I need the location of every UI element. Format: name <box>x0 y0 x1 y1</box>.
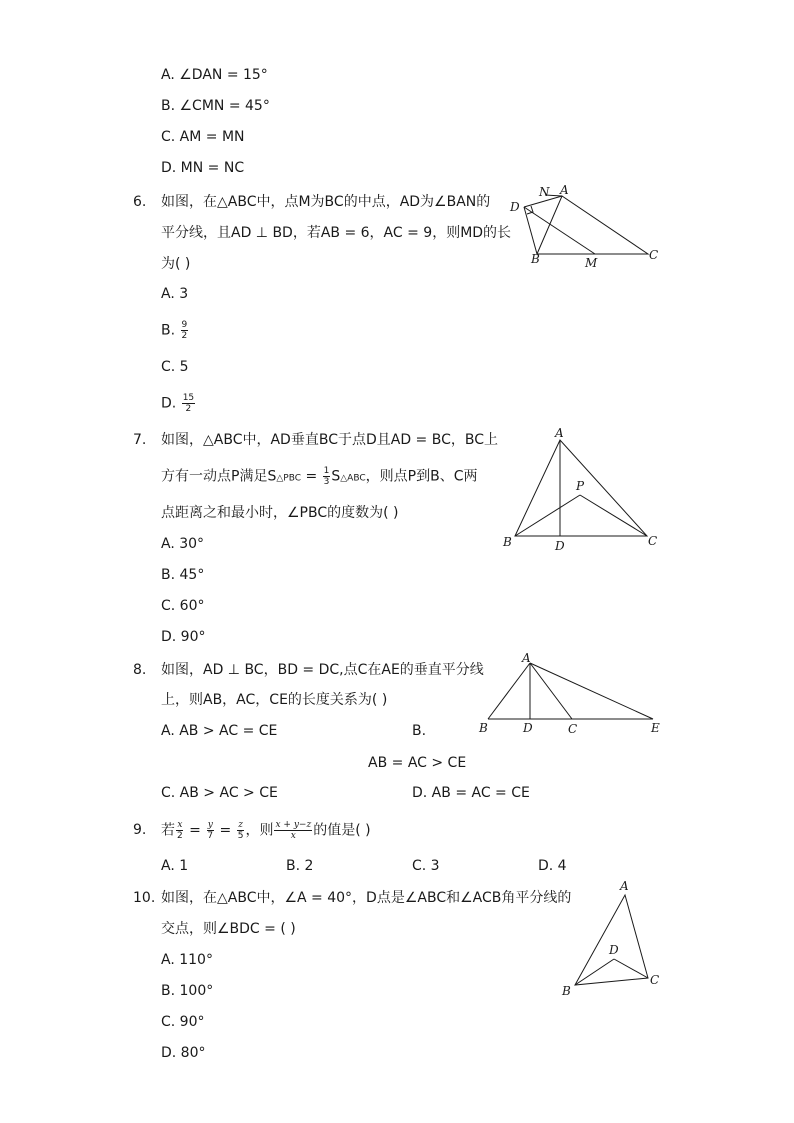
q10-segment-bd <box>575 959 614 985</box>
q6-option-d-denominator: 2 <box>185 404 192 414</box>
q7-line2-text-c: ，则点P到B、C两 <box>365 468 478 485</box>
q7-label-p: P <box>576 479 585 493</box>
q10-label-a: A <box>620 879 629 893</box>
q10-option-c: C. 90° <box>161 1014 205 1030</box>
q7-line2-equals: = <box>301 468 322 485</box>
q6-triangle-abc <box>537 196 648 254</box>
q5-option-a: A. ∠DAN = 15° <box>161 67 268 83</box>
q8-segment-ae <box>530 663 653 719</box>
q7-label-b: B <box>503 535 512 549</box>
q9-f2-denominator: 7 <box>207 831 214 841</box>
q10-number: 10. <box>133 890 156 906</box>
q10-stem-line2: 交点，则∠BDC = ( ) <box>161 921 296 937</box>
q10-figure <box>555 875 665 1000</box>
q7-stem-line1: 如图，△ABC中，AD垂直BC于点D且AD = BC，BC上 <box>161 432 499 448</box>
q8-stem-line2: 上，则AB，AC，CE的长度关系为( ) <box>161 692 388 708</box>
q9-f4-numerator: x + y−z <box>275 820 312 830</box>
q7-label-c: C <box>648 534 658 548</box>
q8-stem-line1: 如图，AD ⊥ BC，BD = DC,点C在AE的垂直平分线 <box>161 662 484 678</box>
q7-label-a: A <box>555 426 564 440</box>
q6-option-a: A. 3 <box>161 286 189 302</box>
q6-stem-line1: 如图，在△ABC中，点M为BC的中点，AD为∠BAN的 <box>161 194 491 210</box>
q7-option-a: A. 30° <box>161 536 205 552</box>
q7-option-b: B. 45° <box>161 567 205 583</box>
q9-f3-denominator: 5 <box>237 831 244 841</box>
q8-option-b-label: B. <box>412 723 427 739</box>
q9-f1-numerator: x <box>177 820 183 830</box>
q10-segment-dc <box>614 959 648 978</box>
q9-option-c: C. 3 <box>412 858 440 874</box>
q7-number: 7. <box>133 432 147 448</box>
q7-line2-subscript-pbc: △PBC <box>276 473 301 484</box>
q9-f3-numerator: z <box>238 820 243 830</box>
q9-prefix: 若 <box>161 822 175 839</box>
q6-option-b <box>161 320 189 341</box>
q7-fraction-denominator: 3 <box>323 477 330 487</box>
q10-stem-line1: 如图，在△ABC中，∠A = 40°，D点是∠ABC和∠ACB角平分线的 <box>161 890 572 906</box>
q9-f1-denominator: 2 <box>177 831 183 841</box>
q7-line2-text-a: 方有一动点P满足S <box>161 468 277 485</box>
q10-option-d: D. 80° <box>161 1045 206 1061</box>
q6-option-d-numerator: 15 <box>182 393 195 403</box>
q9-suffix: 的值是( ) <box>313 822 371 839</box>
q8-segment-ac <box>530 663 572 719</box>
q8-number: 8. <box>133 662 147 678</box>
q6-number: 6. <box>133 194 147 210</box>
q7-option-c: C. 60° <box>161 598 205 614</box>
q7-line2-text-b: S <box>331 468 341 485</box>
q7-segment-pc <box>580 495 647 536</box>
q7-line2-subscript-abc: △ABC <box>340 473 366 484</box>
q6-label-m: M <box>585 256 598 270</box>
q6-label-n: N <box>539 185 550 199</box>
q8-figure <box>475 650 670 740</box>
q9-option-a: A. 1 <box>161 858 189 874</box>
q6-label-d: D <box>510 200 520 214</box>
q7-option-d: D. 90° <box>161 629 206 645</box>
q6-stem-line2: 平分线，且AD ⊥ BD，若AB = 6，AC = 9，则MD的长 <box>161 225 512 241</box>
q6-figure <box>505 183 675 273</box>
q9-fraction-x-over-2 <box>176 820 184 841</box>
q8-option-d: D. AB = AC = CE <box>412 785 530 801</box>
q10-option-b: B. 100° <box>161 983 214 999</box>
q7-stem-line2 <box>161 466 477 489</box>
q9-f4-denominator: x <box>290 831 296 841</box>
q6-option-b-fraction <box>181 320 189 341</box>
q9-mid-text: ，则 <box>245 822 274 839</box>
q9-f2-numerator: y <box>207 820 213 830</box>
q8-option-c: C. AB > AC > CE <box>161 785 278 801</box>
q7-figure <box>500 425 670 555</box>
q8-label-e: E <box>651 721 660 735</box>
q6-option-b-denominator: 2 <box>181 331 188 341</box>
q9-fraction-y-over-7 <box>206 820 214 841</box>
q6-option-b-numerator: 9 <box>181 320 188 330</box>
q6-label-b: B <box>531 252 540 266</box>
q7-line2-fraction <box>323 466 331 487</box>
q8-label-c: C <box>568 722 578 736</box>
q9-option-b: B. 2 <box>286 858 314 874</box>
q8-label-b: B <box>479 721 488 735</box>
q5-option-c: C. AM = MN <box>161 129 245 145</box>
q6-label-a: A <box>560 183 569 197</box>
q8-segment-ab <box>488 663 530 719</box>
q8-label-d: D <box>523 721 533 735</box>
q10-label-b: B <box>562 984 571 998</box>
q10-option-a: A. 110° <box>161 952 213 968</box>
q7-stem-line3: 点距离之和最小时，∠PBC的度数为( ) <box>161 505 399 521</box>
q9-fraction-z-over-5 <box>237 820 245 841</box>
q8-option-a: A. AB > AC = CE <box>161 723 278 739</box>
q9-number: 9. <box>133 822 147 838</box>
q6-label-c: C <box>649 248 659 262</box>
q9-option-d: D. 4 <box>538 858 567 874</box>
q8-option-b-expression: AB = AC > CE <box>368 755 467 771</box>
q6-option-c: C. 5 <box>161 359 189 375</box>
q6-option-b-label: B. <box>161 322 176 339</box>
q9-fraction-expression <box>274 820 312 841</box>
q6-option-d <box>161 393 196 414</box>
q8-label-a: A <box>522 651 531 665</box>
q5-option-d: D. MN = NC <box>161 160 245 176</box>
q5-option-b: B. ∠CMN = 45° <box>161 98 270 114</box>
q7-fraction-numerator: 1 <box>323 466 330 476</box>
q10-label-d: D <box>609 943 619 957</box>
q7-label-d: D <box>555 539 565 553</box>
q6-option-d-fraction <box>182 393 195 414</box>
q6-stem-line3: 为( ) <box>161 256 191 272</box>
q6-option-d-label: D. <box>161 395 177 412</box>
q9-stem: 若 $\frac{x}{2}$ = $\frac{y}{7}$ = $\frac{z}{5}$ ，则 $\frac{x + y-z}{x}$ 的值是( ) <box>161 820 371 841</box>
q10-label-c: C <box>650 973 660 987</box>
